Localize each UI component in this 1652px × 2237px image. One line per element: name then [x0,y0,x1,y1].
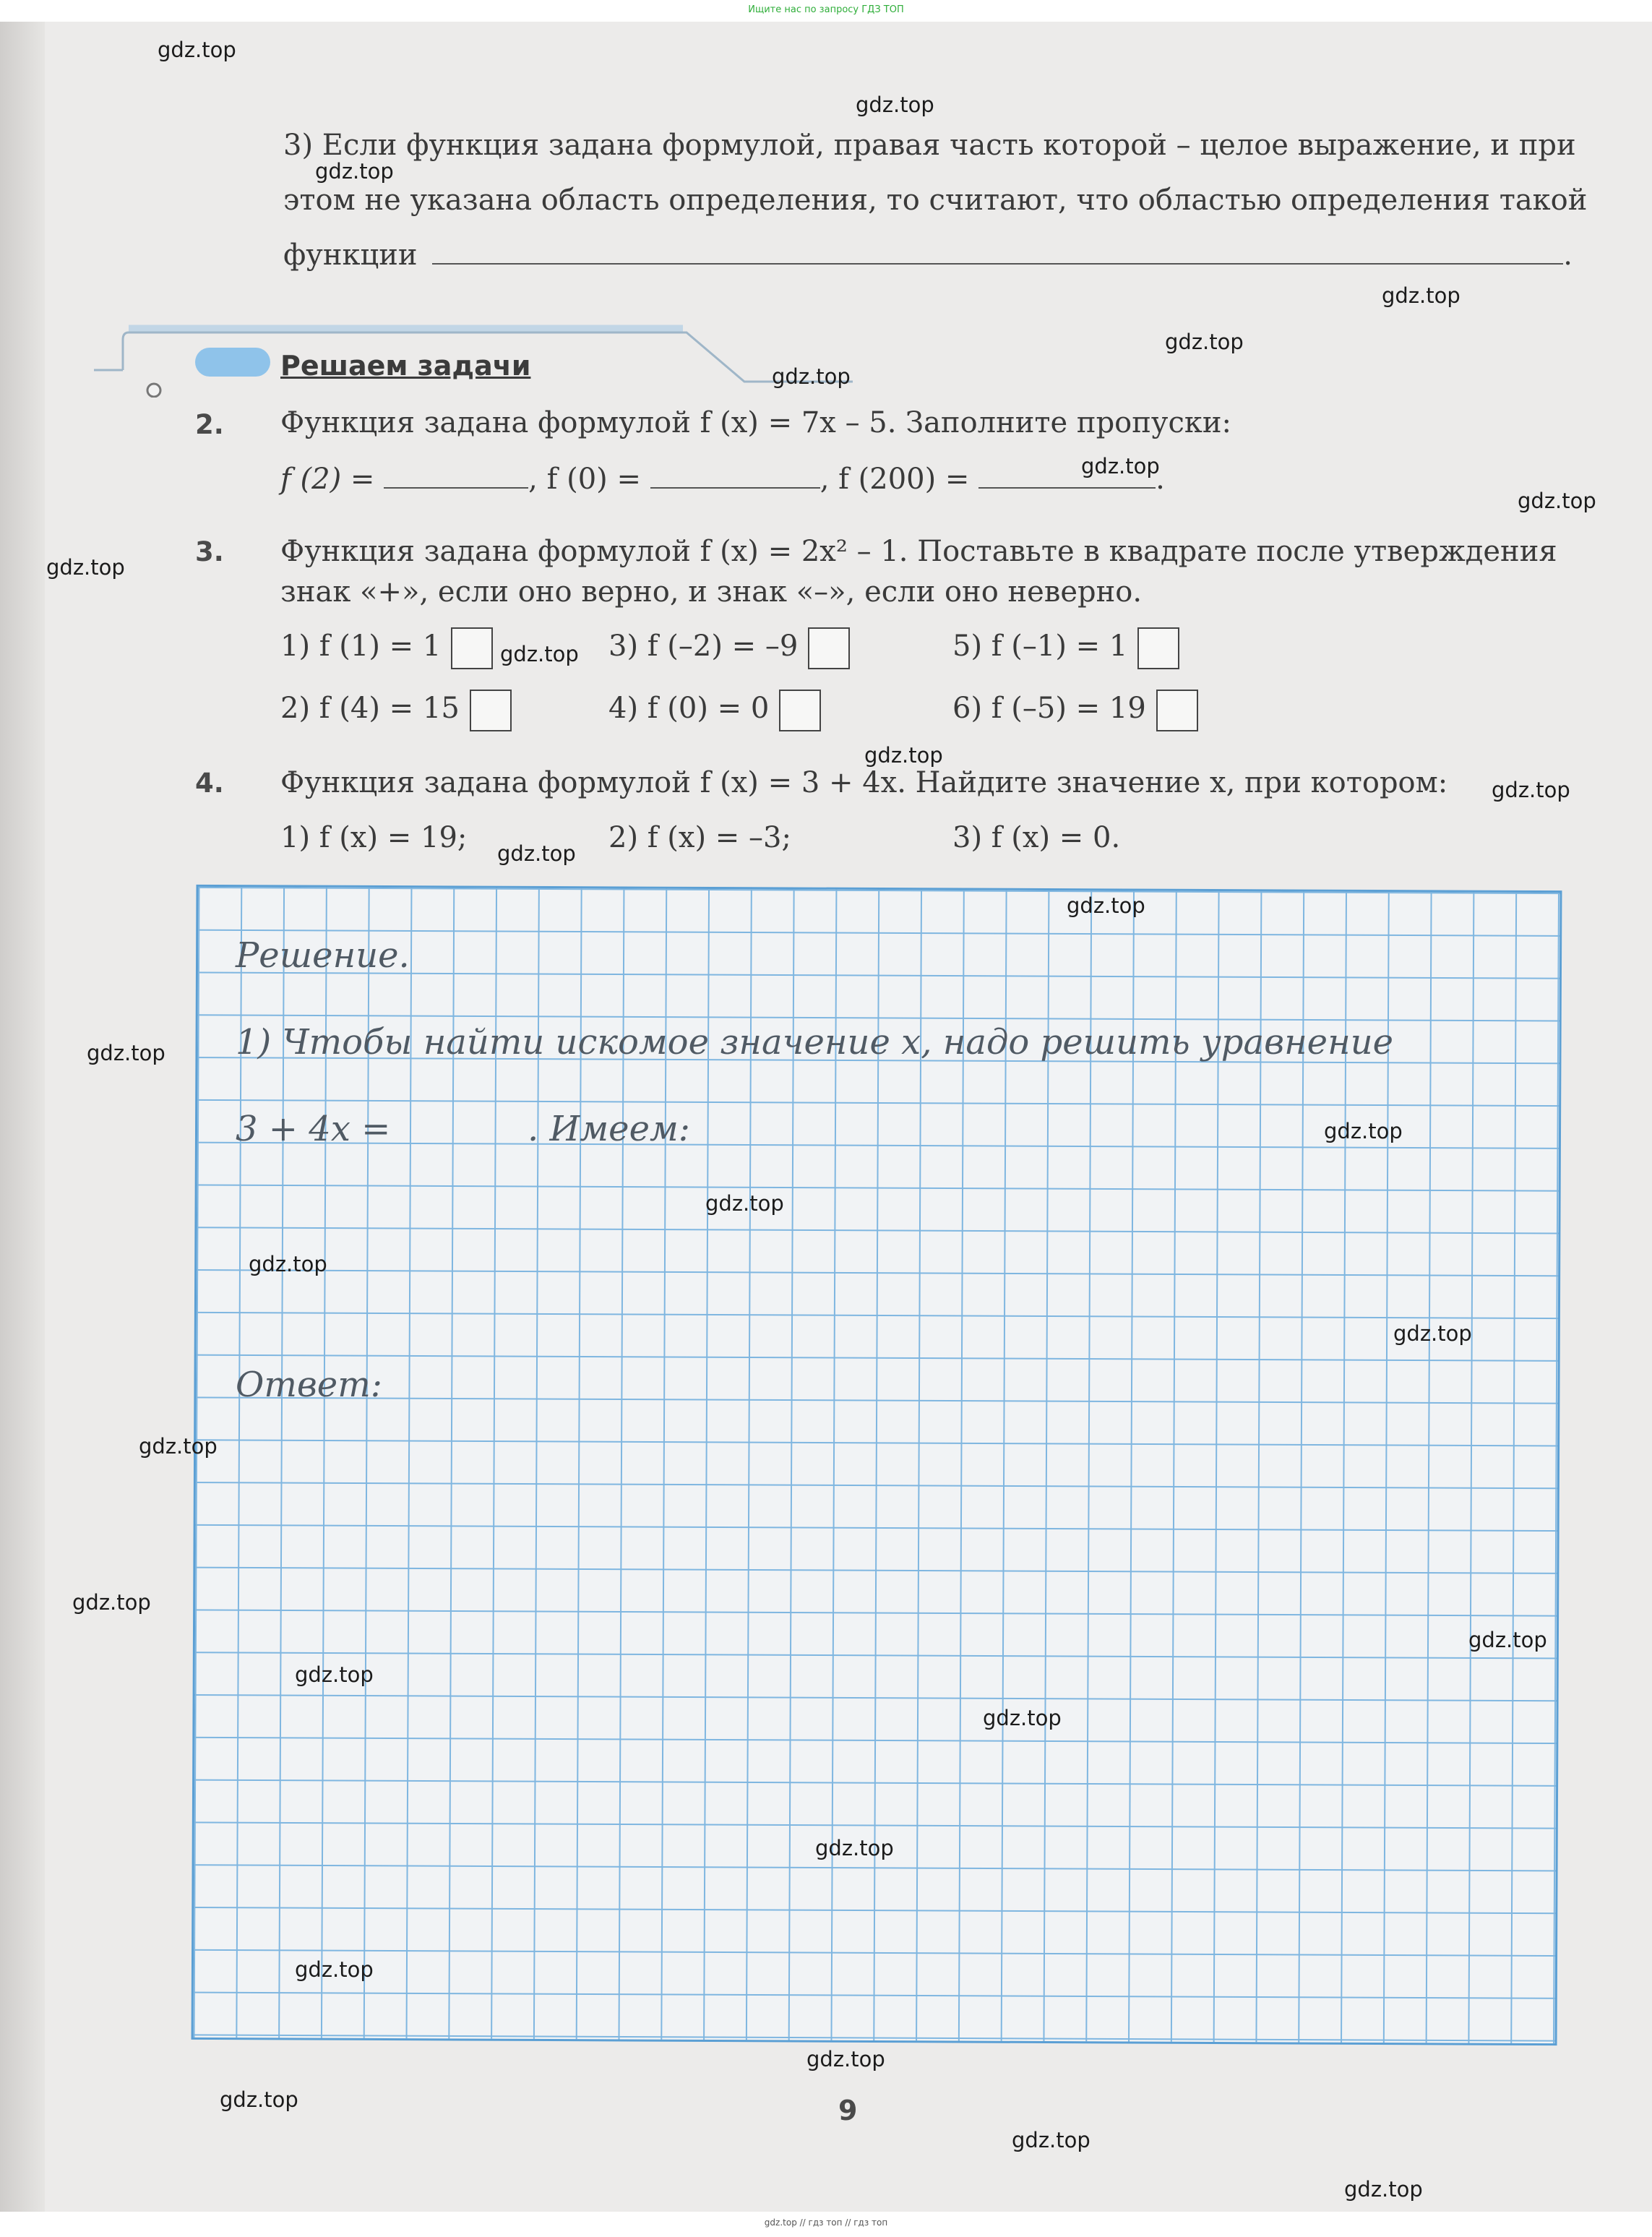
watermark: gdz.top [158,38,236,62]
task3-item-1-checkbox[interactable] [451,627,493,669]
task4-number: 4. [195,768,224,799]
task3-item-6-checkbox[interactable] [1156,690,1198,731]
task2-text: Функция задана формулой f (x) = 7x – 5. Заполните пропуски: [280,406,1231,439]
task3-item-2-checkbox[interactable] [470,690,512,731]
top-note: Ищите нас по запросу ГДЗ ТОП [748,4,904,15]
watermark: gdz.top [1165,330,1244,354]
task2-f2-blank[interactable] [384,465,528,489]
task3-item-3-checkbox[interactable] [808,627,850,669]
task3-item-2 [280,690,512,731]
watermark: gdz.top [315,159,394,184]
theory-item3-line3-label: функции [283,239,418,272]
task4-text: Функция задана формулой f (x) = 3 + 4x. Найдите значение x, при котором: [280,766,1448,799]
watermark: gdz.top [815,1836,894,1860]
section-title: Решаем задачи [280,350,531,382]
watermark: gdz.top [1344,2177,1423,2202]
theory-item3-line2: этом не указана область определения, то считают, что областью определения такой [283,184,1588,217]
theory-item3-line3: функции . [283,239,1573,272]
watermark: gdz.top [772,364,851,389]
solution-line1: 1) Чтобы найти искомое значение x, надо решить уравнение [236,1022,1394,1062]
section-marker-pill [195,348,270,377]
task3-item-4-label: 4) f (0) = 0 [608,692,770,725]
solution-heading: Решение. [236,935,410,976]
watermark: gdz.top [983,1706,1062,1730]
task3-item-5-label: 5) f (–1) = 1 [952,630,1128,663]
task2-blanks: f (2) = , f (0) = , f (200) = . [280,463,1165,496]
task3-number: 3. [195,536,224,567]
bottom-note: gdz.top // гдз топ // гдз топ [764,2217,888,2228]
task3-item-2-label: 2) f (4) = 15 [280,692,460,725]
task3-item-6-label: 6) f (–5) = 19 [952,692,1146,725]
task3-item-4-checkbox[interactable] [779,690,821,731]
watermark: gdz.top [1492,778,1570,802]
watermark: gdz.top [1518,489,1596,513]
watermark: gdz.top [806,2047,885,2071]
watermark: gdz.top [1081,454,1160,478]
solution-line2-right: . Имеем: [528,1109,690,1149]
watermark: gdz.top [1468,1628,1547,1652]
task3-item-4 [608,690,821,731]
watermark: gdz.top [497,841,576,866]
theory-answer-blank[interactable] [432,241,1563,265]
watermark: gdz.top [1324,1119,1403,1143]
watermark: gdz.top [1382,283,1460,308]
watermark: gdz.top [1393,1321,1472,1346]
task4-item-1: 1) f (x) = 19; [280,821,468,854]
task2-f200-label: , f (200) = [819,463,970,496]
task2-f0-blank[interactable] [650,465,820,489]
task3-item-1-label: 1) f (1) = 1 [280,630,442,663]
page-number: 9 [838,2095,858,2126]
watermark: gdz.top [705,1191,784,1216]
task4-item-3: 3) f (x) = 0. [952,821,1121,854]
watermark: gdz.top [46,555,125,580]
task3-item-6 [952,690,1198,731]
page-edge-shadow [0,22,45,2212]
watermark: gdz.top [864,743,943,768]
task3-item-3 [608,627,850,669]
watermark: gdz.top [139,1434,218,1459]
watermark: gdz.top [295,1662,374,1687]
task2-f2-label: f (2) = [280,463,375,496]
watermark: gdz.top [500,642,579,666]
task3-item-1 [280,627,493,669]
watermark: gdz.top [87,1041,165,1065]
watermark: gdz.top [295,1957,374,1982]
task3-item-5-checkbox[interactable] [1137,627,1179,669]
task3-text-line1: Функция задана формулой f (x) = 2x² – 1. Поставьте в квадрате после утверждения [280,535,1557,568]
task2-f0-label: , f (0) = [528,463,641,496]
task2-number: 2. [195,409,224,440]
theory-item3-line1: 3) Если функция задана формулой, правая часть которой – целое выражение, и при [283,129,1576,162]
watermark: gdz.top [72,1590,151,1615]
watermark: gdz.top [856,93,934,117]
task3-item-3-label: 3) f (–2) = –9 [608,630,799,663]
watermark: gdz.top [1067,893,1145,918]
task4-item-2: 2) f (x) = –3; [608,821,791,854]
solution-line2-left: 3 + 4x = [236,1109,391,1149]
watermark: gdz.top [249,1252,327,1276]
watermark: gdz.top [220,2087,298,2112]
solution-answer-label: Ответ: [236,1365,382,1405]
task3-item-5 [952,627,1179,669]
task3-text-line2: знак «+», если оно верно, и знак «–», если оно неверно. [280,575,1143,609]
watermark: gdz.top [1012,2128,1090,2152]
